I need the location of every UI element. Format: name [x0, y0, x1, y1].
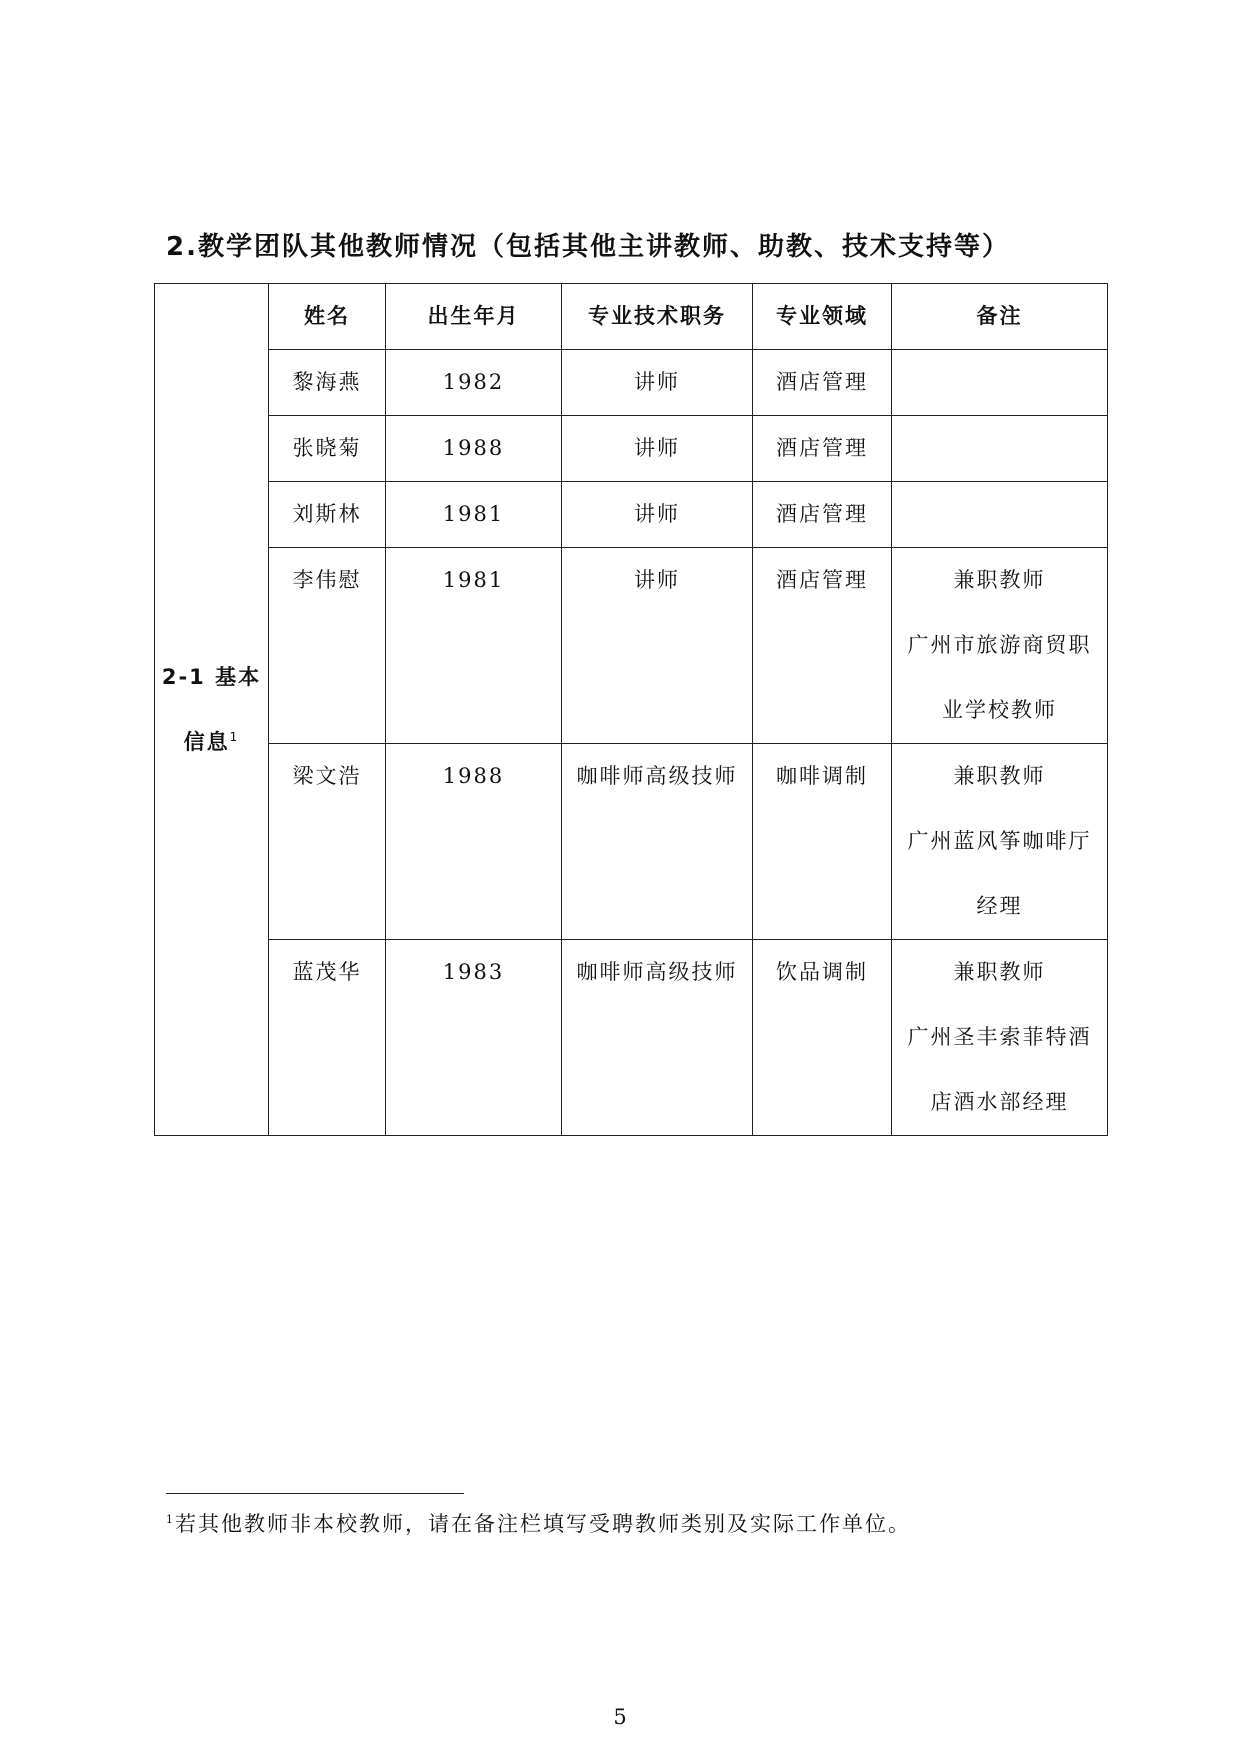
cell-birth: 1981 [386, 482, 562, 548]
cell-field: 酒店管理 [753, 548, 892, 744]
table-header-row [155, 284, 1108, 350]
note-line: 广州蓝风筝咖啡厅 [907, 829, 1092, 853]
cell-birth: 1988 [386, 744, 562, 940]
cell-notes [892, 482, 1108, 548]
side-label-line2: 信息 [183, 730, 230, 754]
cell-title: 咖啡师高级技师 [562, 744, 753, 940]
header-field: 专业领域 [753, 284, 892, 350]
cell-field: 饮品调制 [753, 940, 892, 1136]
cell-name: 张晓菊 [269, 416, 386, 482]
cell-birth: 1983 [386, 940, 562, 1136]
cell-title: 讲师 [562, 548, 753, 744]
cell-title: 讲师 [562, 416, 753, 482]
footnote-divider [166, 1493, 464, 1494]
cell-notes [892, 416, 1108, 482]
note-line: 店酒水部经理 [930, 1090, 1069, 1114]
cell-field: 酒店管理 [753, 482, 892, 548]
row-group-label [155, 284, 269, 1136]
footnote-text: 若其他教师非本校教师，请在备注栏填写受聘教师类别及实际工作单位。 [175, 1512, 911, 1536]
cell-title: 讲师 [562, 482, 753, 548]
table-row [155, 482, 1108, 548]
table-row [155, 350, 1108, 416]
side-label-line1: 2-1 基本 [161, 665, 262, 689]
section-heading: 2.教学团队其他教师情况（包括其他主讲教师、助教、技术支持等） [166, 232, 1010, 262]
cell-birth: 1988 [386, 416, 562, 482]
header-title: 专业技术职务 [562, 284, 753, 350]
table-row [155, 416, 1108, 482]
table-row [155, 940, 1108, 1136]
cell-field: 咖啡调制 [753, 744, 892, 940]
cell-notes [892, 940, 1108, 1136]
cell-field: 酒店管理 [753, 350, 892, 416]
cell-name: 蓝茂华 [269, 940, 386, 1136]
cell-title: 咖啡师高级技师 [562, 940, 753, 1136]
cell-name: 梁文浩 [269, 744, 386, 940]
table-row [155, 744, 1108, 940]
cell-notes [892, 350, 1108, 416]
cell-notes [892, 744, 1108, 940]
footnote-marker: 1 [166, 1513, 175, 1526]
note-line: 经理 [976, 894, 1023, 918]
cell-name: 黎海燕 [269, 350, 386, 416]
header-birth: 出生年月 [386, 284, 562, 350]
header-notes: 备注 [892, 284, 1108, 350]
note-line: 广州圣丰索菲特酒 [907, 1025, 1092, 1049]
header-name: 姓名 [269, 284, 386, 350]
note-line: 业学校教师 [942, 698, 1057, 722]
cell-name: 刘斯林 [269, 482, 386, 548]
teacher-info-table [154, 283, 1108, 1136]
page-number: 5 [613, 1705, 627, 1729]
cell-field: 酒店管理 [753, 416, 892, 482]
footnote [166, 1508, 911, 1538]
note-line: 广州市旅游商贸职 [907, 633, 1092, 657]
table-row [155, 548, 1108, 744]
cell-birth: 1981 [386, 548, 562, 744]
cell-name: 李伟慰 [269, 548, 386, 744]
footnote-ref: 1 [229, 730, 240, 744]
cell-birth: 1982 [386, 350, 562, 416]
note-line: 兼职教师 [953, 960, 1046, 984]
cell-notes [892, 548, 1108, 744]
note-line: 兼职教师 [953, 764, 1046, 788]
cell-title: 讲师 [562, 350, 753, 416]
note-line: 兼职教师 [953, 568, 1046, 592]
